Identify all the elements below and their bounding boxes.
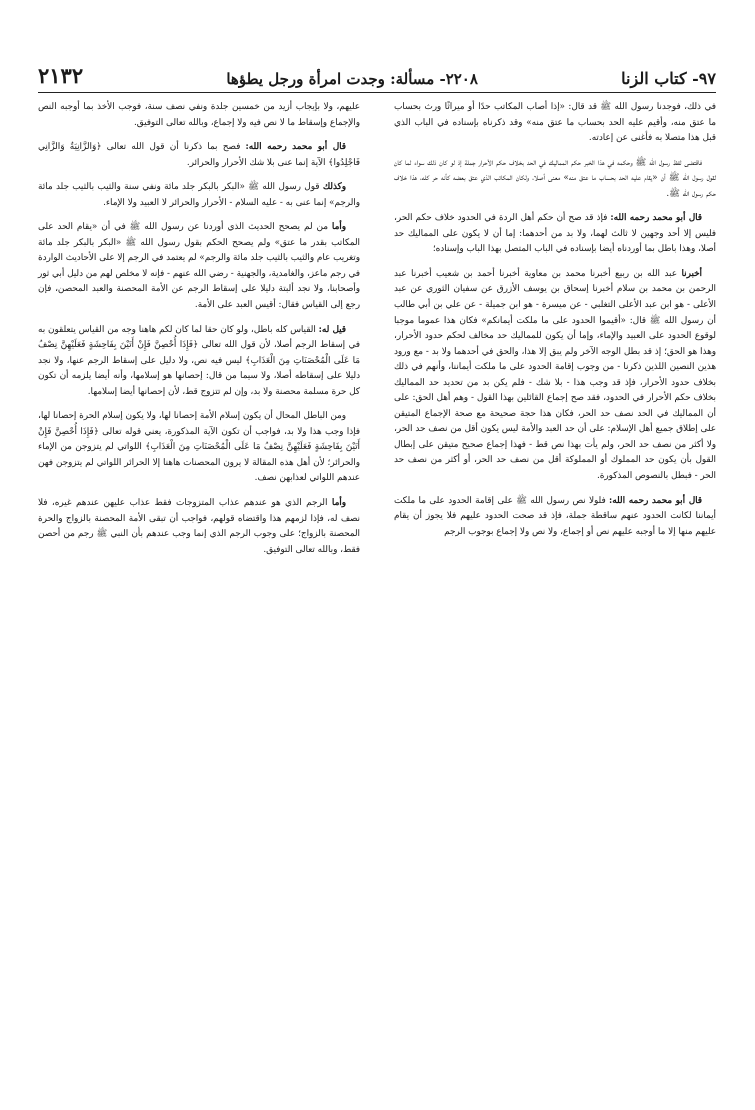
text-columns [38,100,716,1090]
paragraph-body: القياس كله باطل، ولو كان حقا لما كان لكم هاهنا وجه من القياس يتعلقون به في إسقاط الرجم أصلا، لأن قول الله تعالى ﴿فَإِذَا أُحْصِنَّ فَإِنْ أَتَيْنَ بِفَاحِشَةٍ فَعَلَيْهِنَّ نِصْفُ مَا عَلَى الْمُحْصَنَاتِ مِنَ الْعَذَابِ﴾ ليس فيه نص، ولا دليل على إسقاط الرجم عنها، ولا نجد دليلا على إسقاطه أصلا، ولا سيما من قال: إحصانها هو إسلامها، وأنه أيضا يلزمه أن تكون كل حرة مسلمة محصنة ولا بد، وإن لم تتزوج قط، لأن إحصانها أيضا إسلامها. [38,324,360,397]
paragraph: ومن الباطل المحال أن يكون إسلام الأمة إحصانا لها، ولا يكون إسلام الحرة إحصانا لها، فإذا وجب هذا ولا بد، فواجب أن تكون الآية المذكورة، يعني قوله تعالى ﴿فَإِذَا أُحْصِنَّ فَإِنْ أَتَيْنَ بِفَاحِشَةٍ فَعَلَيْهِنَّ نِصْفُ مَا عَلَى الْمُحْصَنَاتِ مِنَ الْعَذَابِ﴾ اللواتي لم يتزوجن من الإماء والحرائر؛ لأن أهل هذه المقالة لا يرون المحصنات هاهنا إلا الحرائر اللواتي لم يتزوجن فهن عندهم اللواتي لعذابهن نصف. [37,411,360,484]
paragraph-body: قول رسول الله ﷺ «البكر بالبكر جلد مائة ونفي سنة والثيب بالثيب جلد مائة والرجم» إنما عنى به - عليه السلام - الأحرار والحرائر لا العبيد ولا الإماء. [38,182,360,208]
paragraph [38,180,360,211]
paragraph-lead: أخبرنا [681,268,702,279]
paragraph [394,211,716,258]
paragraph-lead: وأما [331,222,346,233]
paragraph-lead: قال أبو محمد رحمه الله: [245,142,346,153]
paragraph [38,220,360,313]
paragraph-lead: وكذلك [322,182,346,193]
running-header [38,58,716,93]
paragraph-lead: قال أبو محمد رحمه الله: [610,213,702,224]
paragraph [394,494,716,541]
book-title: ٩٧- كتاب الزنا [621,69,716,88]
paragraph-body: عبد الله بن ربيع أخبرنا محمد بن معاوية أخبرنا أحمد بن شعيب أخبرنا عبد الرحمن بن محمد بن سلام أخبرنا إسحاق بن يوسف الأزرق عن سفيان الثوري عن عبد الأعلى - هو ابن عبد الأعلى التغلبي - عن ميسرة - هو ابن جميلة - عن علي بن أبي طالب أن رسول الله ﷺ قال: «أقيموا الحدود على ما ملكت أيمانكم» فكان هذا عموما موجبا لوقوع الحدود على العبيد والإماء، وإما أن يكون للمماليك حد مخالف لحكم حدود الأحرار، وهذا هو الحق؛ إذ قد بطل الوجه الآخر ولم يبق إلا هذا، والحق في أحدهما ولا بد - مع ورود هذين النصين اللذين ذكرنا - من وجوب إقامة الحدود على ما ملكت أيماننا، وأنهم في ذلك بخلاف حدود الأحرار، فإذ قد وجب هذا - بلا شك - فلم يكن بد من تحديد حد المماليك بخلاف حكم الأحرار في الحدود، فقد صح إجماع القائلين بهذا القول - وهم أهل الحق: على أن المماليك في الحد نصف حد الحر، فكان هذا حجة صحيحة مع صحة الإجماع المتيقن على إطلاق جميع أهل الإسلام: على أن حد العبد والأمة ليس يكون أقل من نصف حد الحر، ولا أكثر من نصف حد الحر، ولم يأت بهذا نص قط - فهذا إجماع صحيح متيقن على إبطال القول بأن يكون حد المملوك أو المملوكة أقل من نصف حد الحر، أو أكثر من نصف حد الحر - فبطل بالنصوص المذكورة. [394,268,716,482]
paragraph [38,496,360,558]
paragraph-body: الرجم الذي هو عندهم عذاب المتزوجات فقط عذاب عليهن عندهم غيره، فلا نصف له، فإذا لزمهم هذا واقتضاه قولهم، فواجب أن تبقى الأمة المحصنة بالزواج والحرة المحصنة بالزواج؛ على وجوب الرجم الذي إنما وجب عندهم بأن النبي ﷺ رجم من أحصن فقط، وبالله تعالى التوفيق. [38,498,360,555]
section-title: ٢٢٠٨- مسألة: وجدت امرأة ورجل يطؤها [226,70,478,88]
right-column [394,100,716,1090]
page-number: ٢١٣٢ [38,63,84,88]
paragraph [38,140,360,171]
paragraph [38,323,360,401]
paragraph-lead: قيل له: [318,324,346,335]
paragraph: عليهم، ولا بإيجاب أزيد من خمسين جلدة ونفي نصف سنة، فوجب الأخذ بما أوجبه النص والإجماع وإسقاط ما لا نص فيه ولا إجماع، وبالله تعالى التوفيق. [38,102,360,128]
paragraph: في ذلك، فوجدنا رسول الله ﷺ قد قال: «إذا أصاب المكاتب حدًا أو ميراثًا ورث بحساب ما عتق منه، وأقيم عليه الحد بحساب ما عتق منه» وقد ذكرناه بإسناده في الباب الذي قبل هذا متصلا به فأغنى عن إعادته. [394,102,716,144]
paragraph-body: فإذ قد صح أن حكم أهل الردة في الحدود خلاف حكم الحر، فليس إلا أحد وجهين لا ثالث لهما، ولا بد من أحدهما: إما أن لا يكون على المماليك حد أصلا، وهذا باطل بما أوردناه أيضا بإسناده في الباب المتصل بهذا الباب وإسناده؛ [394,213,716,255]
paragraph-lead: وأما [331,498,346,509]
paragraph-body: من لم يصحح الحديث الذي أوردنا عن رسول الله ﷺ في أن «يقام الحد على المكاتب بقدر ما عتق» ولم يصحح الحكم بقول رسول الله ﷺ «البكر بالبكر جلد مائة وتغريب عام والثيب بالثيب جلد مائة والرجم» لم يعتمد في الرجم إلا على الأحاديث الواردة في رجم ماعز، والغامدية، والجهنية - رضي الله عنهم - فإنه لا مخلص لهم من دليل أبي ثور وأصحابنا، ولا نجد ألبتة دليلا على إسقاط الرجم عن الأمة المحصنة والعبد المحصن، فإن رجع إلى القياس فقال: أقيس العبد على الأمة. [38,222,360,311]
left-column [38,100,360,1090]
paragraph-body: فصح بما ذكرنا أن قول الله تعالى ﴿وَالزَّانِيَةُ وَالزَّانِي فَاجْلِدُوا﴾ الآية إنما عنى بلا شك الأحرار والحرائر. [38,142,360,168]
paragraph-lead: قال أبو محمد رحمه الله: [609,495,702,506]
paragraph: فاقتضى لفظ رسول الله ﷺ وحكمه في هذا الخبر حكم المماليك في الحد بخلاف حكم الأحرار جملة إذ لو كان ذلك سواء لما كان لقول رسول الله ﷺ أن «يقام عليه الحد بحساب ما عتق منه» معنى أصلا، ولكان المكاتب الذي عتق بعضه كأنه حر كله، هذا خلاف حكم رسول الله ﷺ. [394,157,716,199]
paragraph-body: فلولا نص رسول الله ﷺ على إقامة الحدود على ما ملكت أيماننا لكانت الحدود عنهم ساقطة جملة، فإذ قد صحت الحدود عليهم فلا يجوز أن يقام عليهم منها إلا ما أوجبه عليهم نص أو إجماع، ولا نص ولا إجماع بوجوب الرجم [394,495,716,537]
paragraph [394,267,716,485]
